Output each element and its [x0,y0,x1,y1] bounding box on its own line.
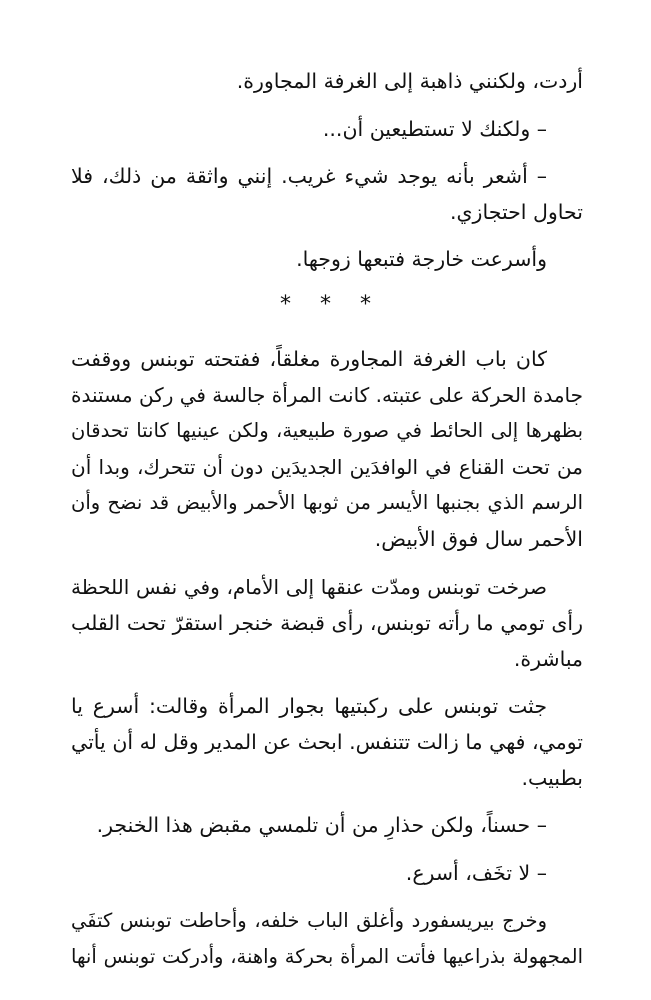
text-line-1: أردت، ولكنني ذاهبة إلى الغرفة المجاورة. [236,69,583,93]
dialogue-line-19: – لا تخَف، أسرع. [405,861,547,885]
paragraph-line-8: بظهرها إلى الحائط في صورة طبيعية، ولكن عينيها كانتا تحدقان [71,419,583,442]
paragraph-line-7: جامدة الحركة على عتبته. كانت المرأة جالسة في ركن مستندة [70,383,583,407]
separator-star: * [360,292,371,317]
paragraph-line-11: الأحمر سال فوق الأبيض. [374,527,583,551]
section-separator [0,287,651,323]
paragraph-line-17: بطبيب. [521,766,583,790]
paragraph-line-6: كان باب الغرفة المجاورة مغلقاً، ففتحته توبنس ووقفت [71,347,547,371]
text-line-4: تحاول احتجازي. [450,200,583,224]
paragraph-line-10: الرسم الذي بجنبها الأيسر من ثوبها الأحمر والأبيض قد نضح وأن [71,491,583,514]
paragraph-line-20: وخرج بيريسفورد وأغلق الباب خلفه، وأحاطت توبنس كتفَي [71,909,547,932]
text-line-5: وأسرعت خارجة فتبعها زوجها. [296,247,547,271]
separator-star: * [280,292,291,317]
paragraph-line-14: مباشرة. [513,647,583,671]
paragraph-line-12: صرخت توبنس ومدّت عنقها إلى الأمام، وفي نفس اللحظة [71,575,547,599]
paragraph-line-15: جثت توبنس على ركبتيها بجوار المرأة وقالت: أسرع يا [71,694,547,718]
dialogue-line-2: – ولكنك لا تستطيعين أن... [322,117,547,141]
paragraph-line-21: المجهولة بذراعيها فأتت المرأة بحركة واهنة، وأدركت توبنس أنها [71,945,583,968]
paragraph-line-16: تومي، فهي ما زالت تتنفس. ابحث عن المدير وقل له أن يأتي [71,730,583,754]
paragraph-line-13: رأى تومي ما رأته توبنس، رأى قبضة خنجر استقرّ تحت القلب [71,611,583,635]
dialogue-line-18: – حسناً، ولكن حذارِ من أن تلمسي مقبض هذا الخنجر. [96,813,547,837]
dialogue-line-3: – أشعر بأنه يوجد شيء غريب. إنني واثقة من ذلك، فلا [71,164,547,188]
separator-star: * [320,292,331,317]
paragraph-line-9: من تحت القناع في الوافدَين الجديدَين دون أن تتحرك، وبدا أن [71,455,583,479]
